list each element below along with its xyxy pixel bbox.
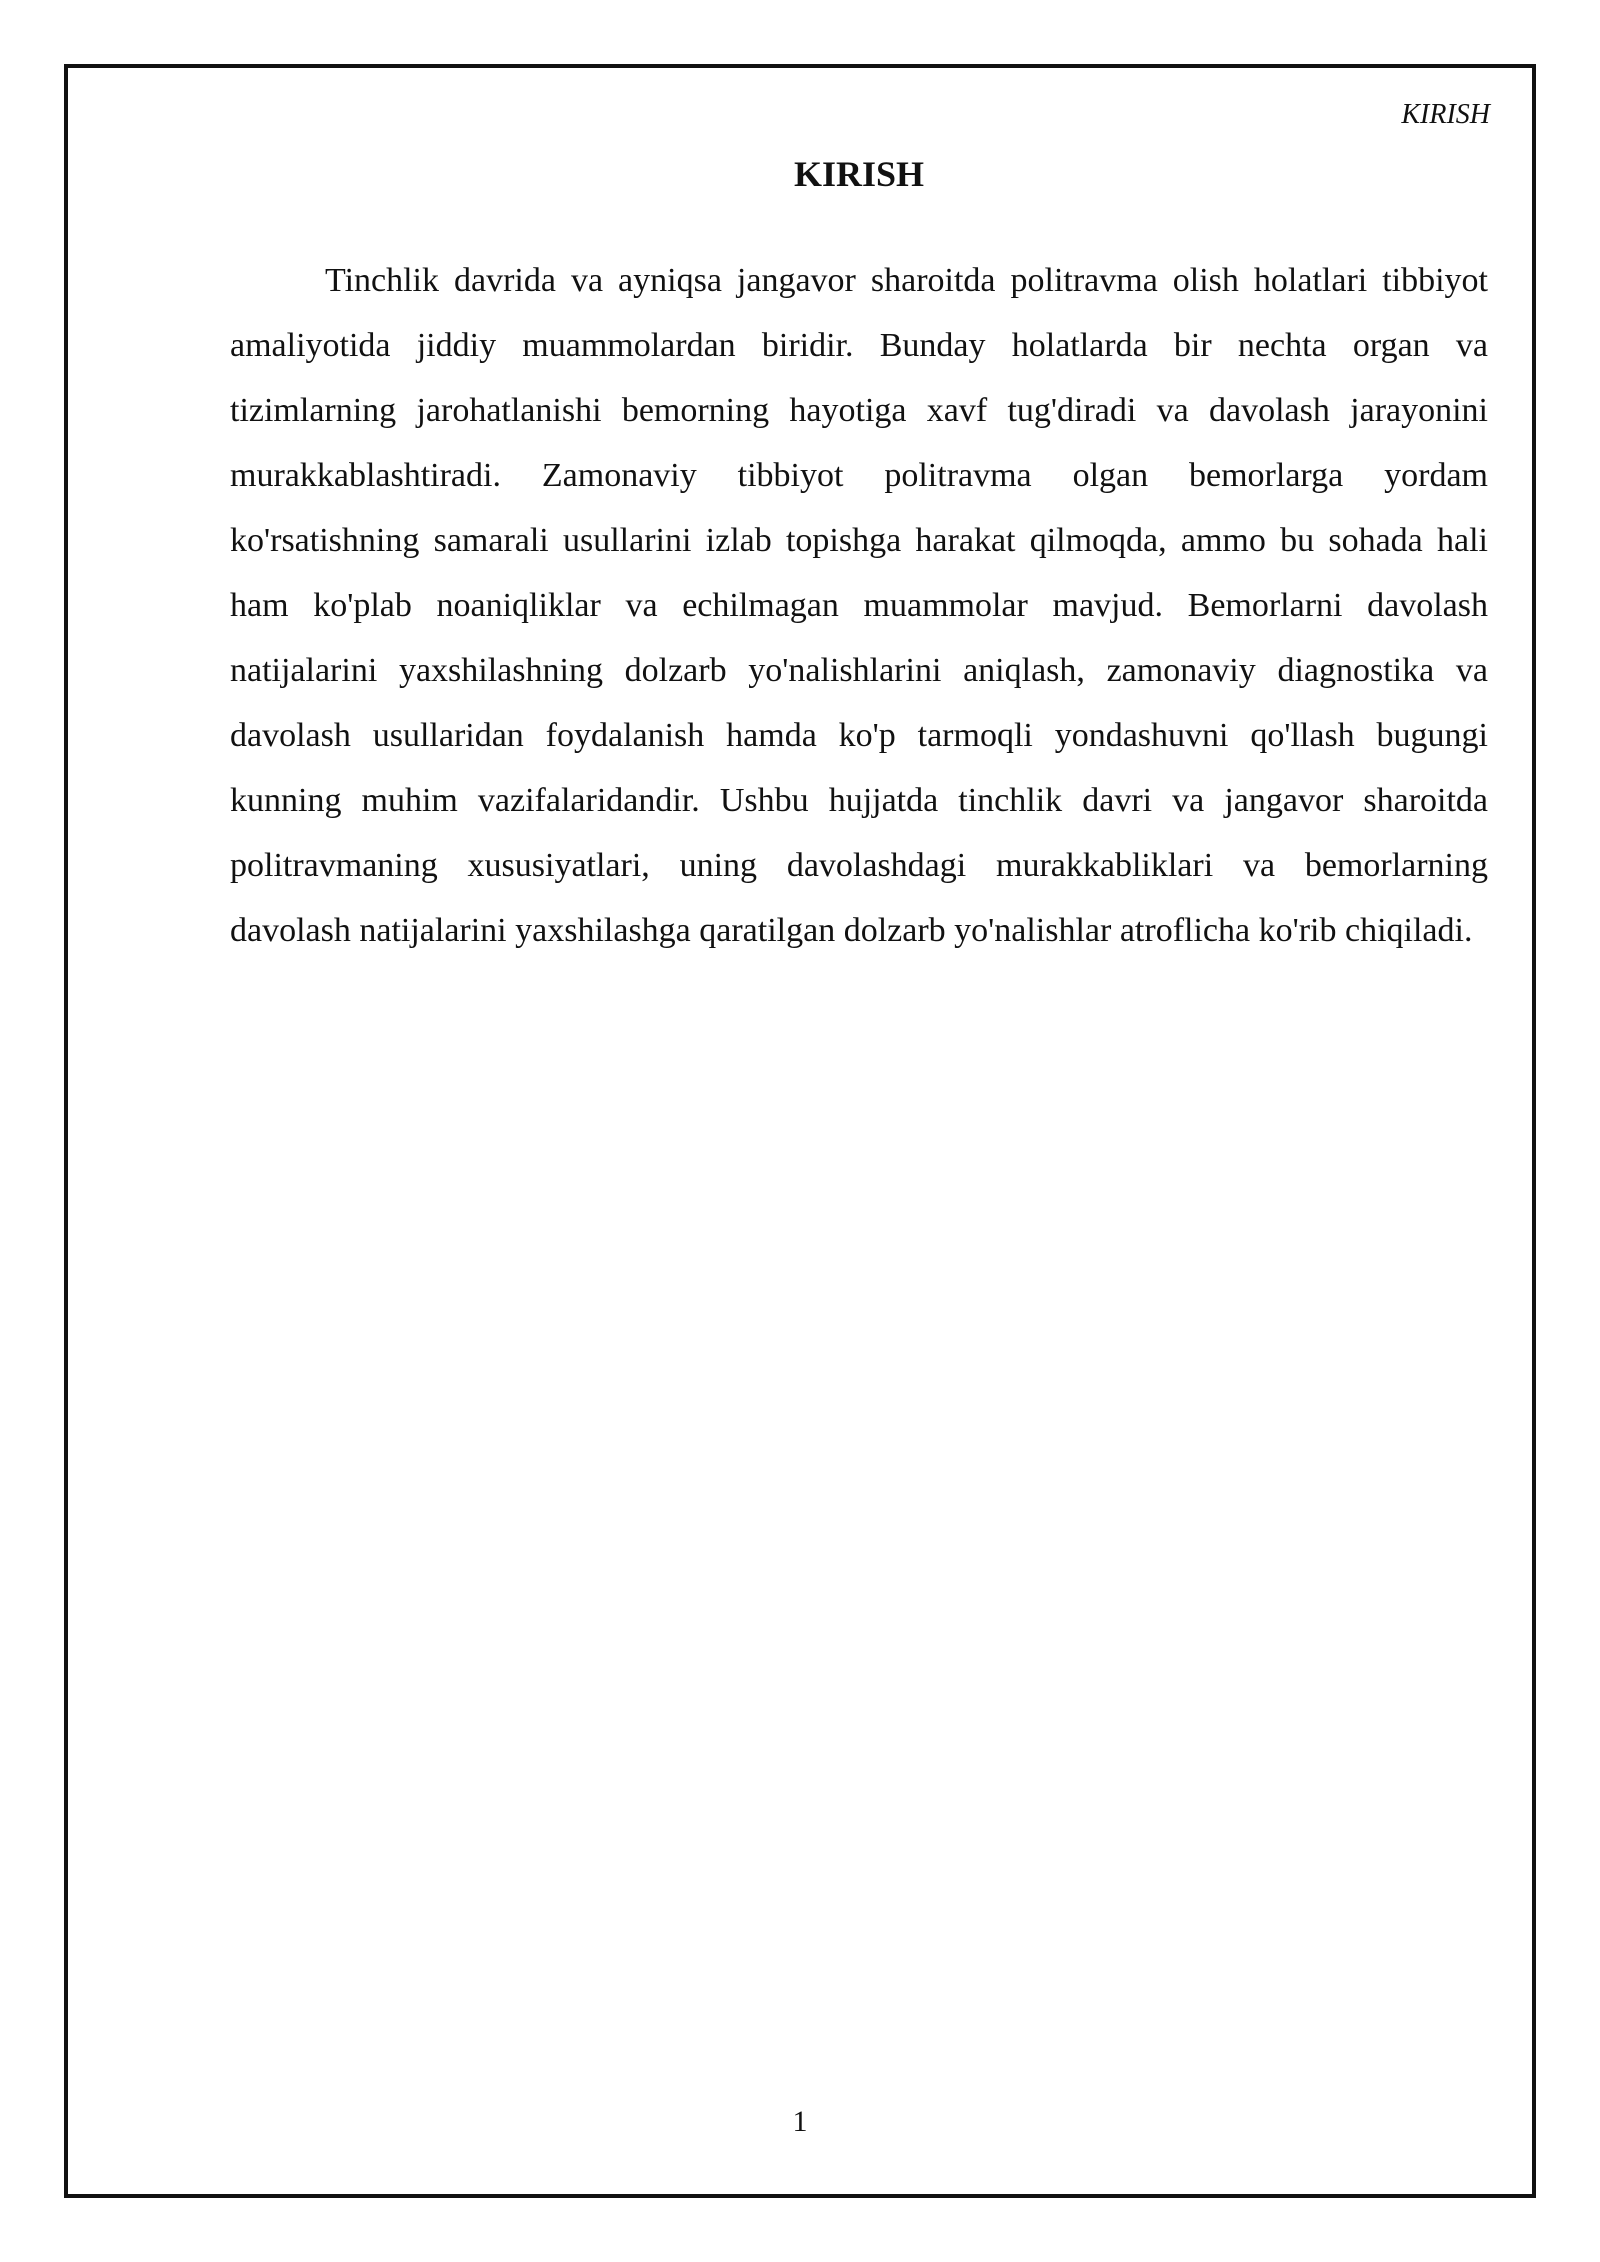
body-paragraph: Tinchlik davrida va ayniqsa jangavor sharoitda politravma olish holatlari tibbiyot amaliyotida jiddiy muammolardan biridir. Bunday holatlarda bir nechta organ va tizimlarning jarohatlanishi bemorning hayotiga xavf tug'diradi va davolash jarayonini murakkablashtiradi. Zamonaviy tibbiyot politravma olgan bemorlarga yordam ko'rsatishning samarali usullarini izlab topishga harakat qilmoqda, ammo bu sohada hali ham ko'plab noaniqliklar va echilmagan muammolar mavjud. Bemorlarni davolash natijalarini yaxshilashning dolzarb yo'nalishlarini aniqlash, zamonaviy diagnostika va davolash usullaridan foydalanish hamda ko'p tarmoqli yondashuvni qo'llash bugungi kunning muhim vazifalaridandir. Ushbu hujjatda tinchlik davri va jangavor sharoitda politravmaning xususiyatlari, uning davolashdagi murakkabliklari va bemorlarning davolash natijalarini yaxshilashga qaratilgan dolzarb yo'nalishlar atroflicha ko'rib chiqiladi. — [230, 262, 1488, 949]
page-title: KIRISH — [793, 154, 925, 194]
page-number: 1 — [792, 2105, 808, 2138]
running-header: KIRISH — [1401, 99, 1490, 130]
